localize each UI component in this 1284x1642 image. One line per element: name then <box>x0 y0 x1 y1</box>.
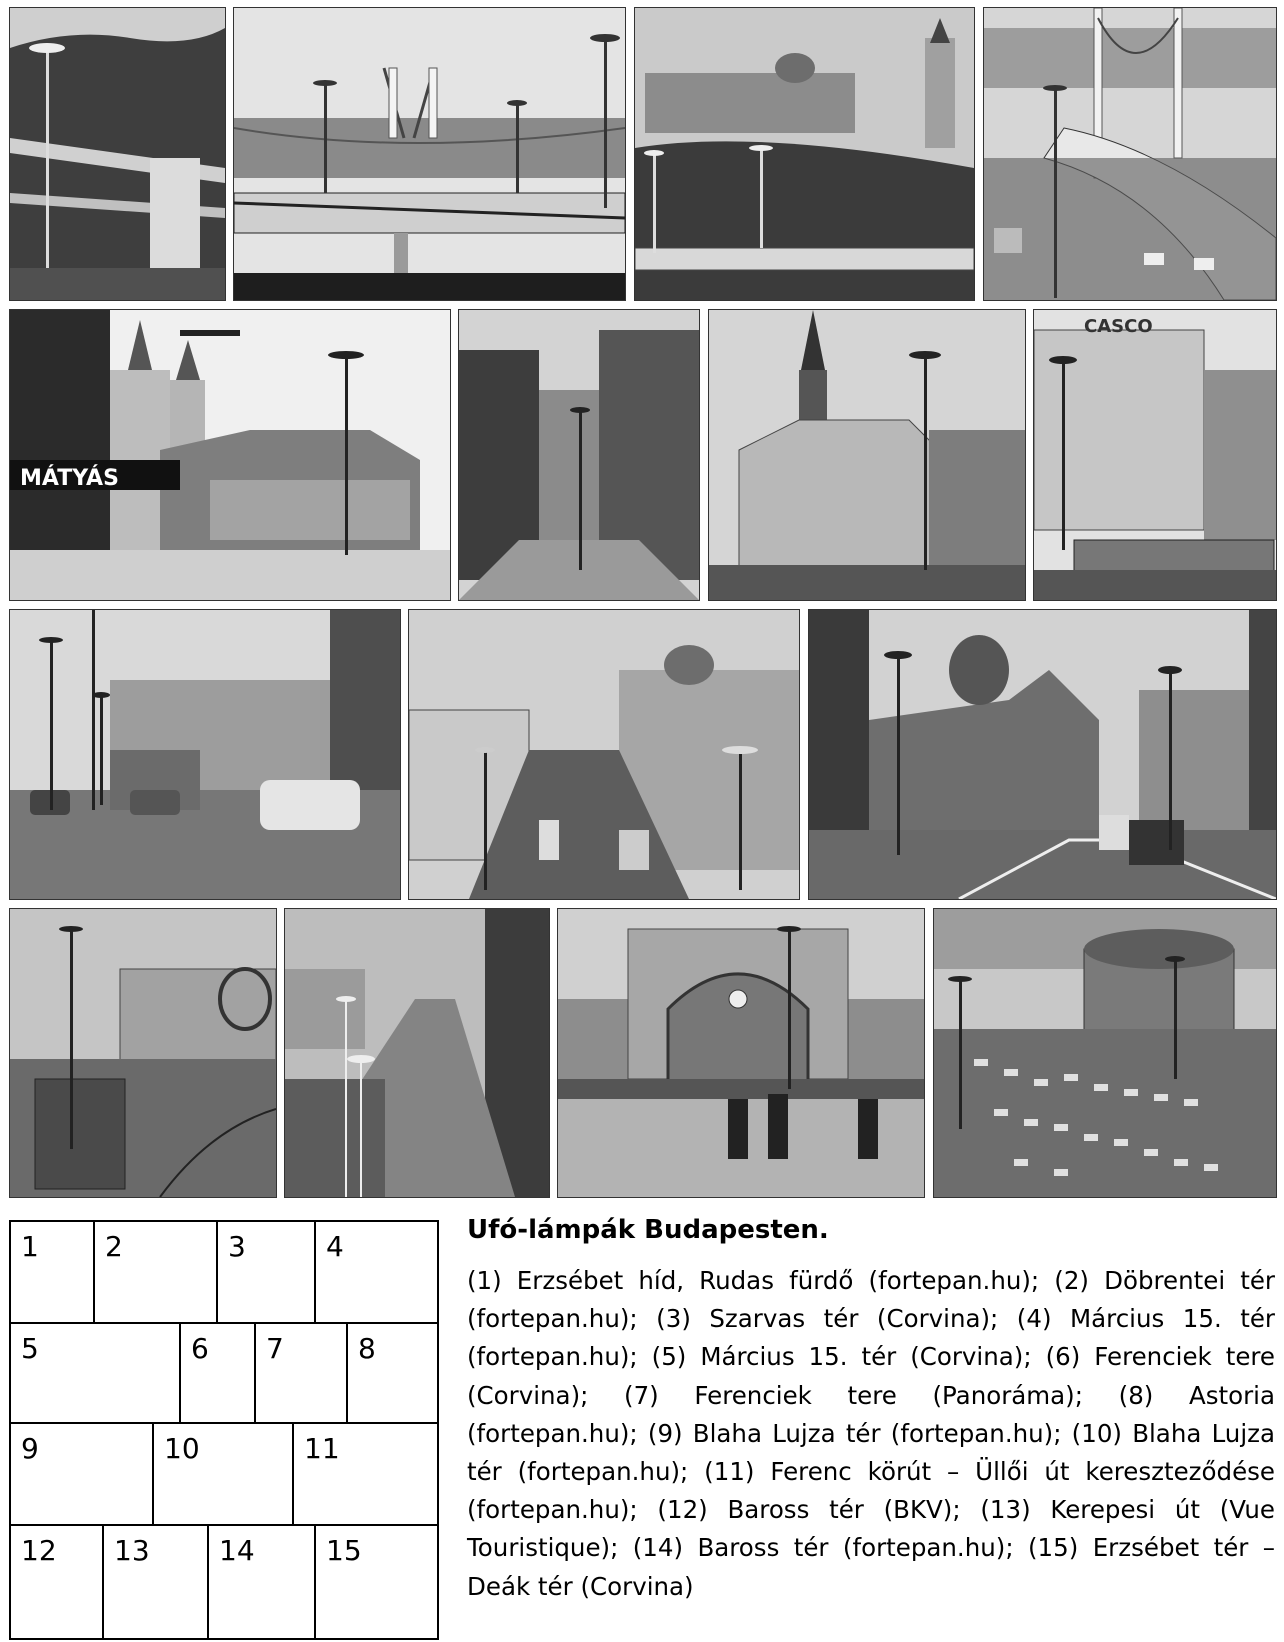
photo-1-erzsebet-hid-rudas <box>9 7 226 301</box>
legend-cell-1 <box>11 1222 95 1324</box>
caption-block <box>467 1212 1275 1606</box>
legend-number: 1 <box>21 1230 39 1263</box>
legend-number: 3 <box>228 1230 246 1263</box>
legend-cell-15 <box>316 1526 437 1638</box>
legend-number: 4 <box>326 1230 344 1263</box>
photo-3-szarvas-ter <box>634 7 975 301</box>
photo-2-dobrentei-ter <box>233 7 626 301</box>
legend-cell-10 <box>154 1424 294 1526</box>
legend-cell-2 <box>95 1222 218 1324</box>
matyas-sign-text: MÁTYÁS <box>20 466 119 491</box>
photo-11-ferenc-korut-ulloi-ut <box>808 609 1277 900</box>
legend-cell-11 <box>294 1424 437 1526</box>
legend-cell-14 <box>209 1526 316 1638</box>
photo-10-blaha-lujza-ter-aerial <box>408 609 800 900</box>
legend-number: 2 <box>105 1230 123 1263</box>
legend-number: 9 <box>21 1432 39 1465</box>
photo-14-baross-ter-station <box>557 908 925 1198</box>
legend-cell-6 <box>181 1324 256 1424</box>
caption-body: (1) Erzsébet híd, Rudas fürdő (fortepan.hu); (2) Döbrentei tér (fortepan.hu); (3) Szarvas tér (Corvina); (4) Március 15. tér (fortepan.hu); (5) Március 15. tér (Corvina); (6) Ferenciek tere (Corvina); (7) Ferenciek tere (Panoráma); (8) Astoria (fortepan.hu); (9) Blaha Lujza tér (fortepan.hu); (10) Blaha Lujza tér (fortepan.hu); (11) Ferenc körút – Üllői út kereszteződése (fortepan.hu); (12) Baross tér (BKV); (13) Kerepesi út (Vue Touristique); (14) Baross tér (fortepan.hu); (15) Erzsébet tér – Deák tér (Corvina) <box>467 1266 1275 1601</box>
caption-title: Ufó-lámpák Budapesten. <box>467 1215 829 1245</box>
legend-cell-8 <box>348 1324 437 1424</box>
svg-text:CASCO: CASCO <box>1084 316 1153 337</box>
photo-7-ferenciek-tere-church <box>708 309 1026 601</box>
photo-13-kerepesi-ut <box>284 908 550 1198</box>
photo-9-blaha-lujza-ter <box>9 609 401 900</box>
legend-number: 5 <box>21 1332 39 1365</box>
legend-cell-3 <box>218 1222 316 1324</box>
legend-number: 8 <box>358 1332 376 1365</box>
legend-number: 12 <box>21 1534 57 1567</box>
legend-number: 13 <box>114 1534 150 1567</box>
photo-12-baross-ter <box>9 908 277 1198</box>
legend-number: 7 <box>266 1332 284 1365</box>
legend-number: 15 <box>326 1534 362 1567</box>
legend-cell-9 <box>11 1424 154 1526</box>
photo-number-legend-grid <box>9 1220 439 1640</box>
photo-15-erzsebet-ter-deak-ter <box>933 908 1277 1198</box>
photo-8-astoria <box>1033 309 1277 601</box>
legend-number: 10 <box>164 1432 200 1465</box>
photo-5-marcius-15-ter-church <box>9 309 451 601</box>
legend-cell-12 <box>11 1526 104 1638</box>
legend-number: 6 <box>191 1332 209 1365</box>
legend-cell-5 <box>11 1324 181 1424</box>
photo-6-ferenciek-tere <box>458 309 700 601</box>
legend-cell-4 <box>316 1222 437 1324</box>
legend-number: 14 <box>219 1534 255 1567</box>
legend-cell-7 <box>256 1324 348 1424</box>
legend-cell-13 <box>104 1526 209 1638</box>
photo-4-marcius-15-ter <box>983 7 1277 301</box>
legend-number: 11 <box>304 1432 340 1465</box>
